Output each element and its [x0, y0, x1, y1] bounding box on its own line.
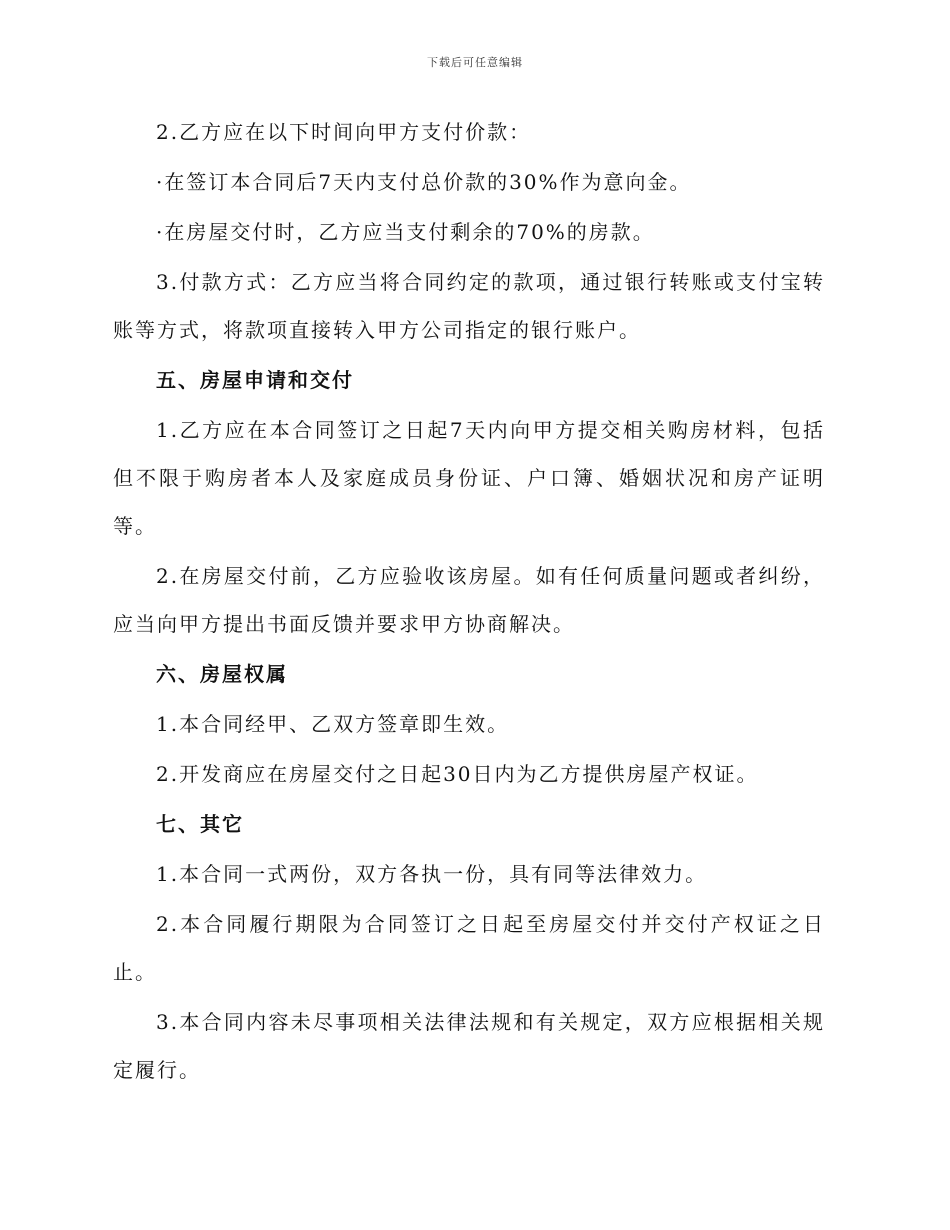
section-heading: 七、其它 [156, 812, 244, 836]
section-heading: 五、房屋申请和交付 [156, 368, 354, 392]
paragraph: ·在签订本合同后7天内支付总价款的30%作为意向金。 [156, 170, 692, 194]
header-note: 下载后可任意编辑 [427, 56, 523, 69]
paragraph: 2.乙方应在以下时间向甲方支付价款： [156, 120, 532, 144]
paragraph: ·在房屋交付时，乙方应当支付剩余的70%的房款。 [156, 220, 655, 244]
paragraph: 1.本合同经甲、乙双方签章即生效。 [156, 712, 510, 736]
document-body [113, 108, 825, 1096]
paragraph: 2.在房屋交付前，乙方应验收该房屋。如有任何质量问题或者纠纷，应当向甲方提出书面反馈并要求甲方协商解决。 [113, 564, 825, 636]
paragraph: 2.本合同履行期限为合同签订之日起至房屋交付并交付产权证之日止。 [113, 912, 825, 984]
paragraph: 2.开发商应在房屋交付之日起30日内为乙方提供房屋产权证。 [156, 762, 759, 786]
paragraph: 3.本合同内容未尽事项相关法律法规和有关规定，双方应根据相关规定履行。 [113, 1010, 825, 1082]
paragraph: 1.本合同一式两份，双方各执一份，具有同等法律效力。 [156, 862, 708, 886]
paragraph: 3.付款方式：乙方应当将合同约定的款项，通过银行转账或支付宝转账等方式，将款项直接转入甲方公司指定的银行账户。 [113, 270, 825, 342]
section-heading: 六、房屋权属 [156, 662, 288, 686]
paragraph: 1.乙方应在本合同签订之日起7天内向甲方提交相关购房材料，包括但不限于购房者本人及家庭成员身份证、户口簿、婚姻状况和房产证明等。 [113, 418, 825, 538]
